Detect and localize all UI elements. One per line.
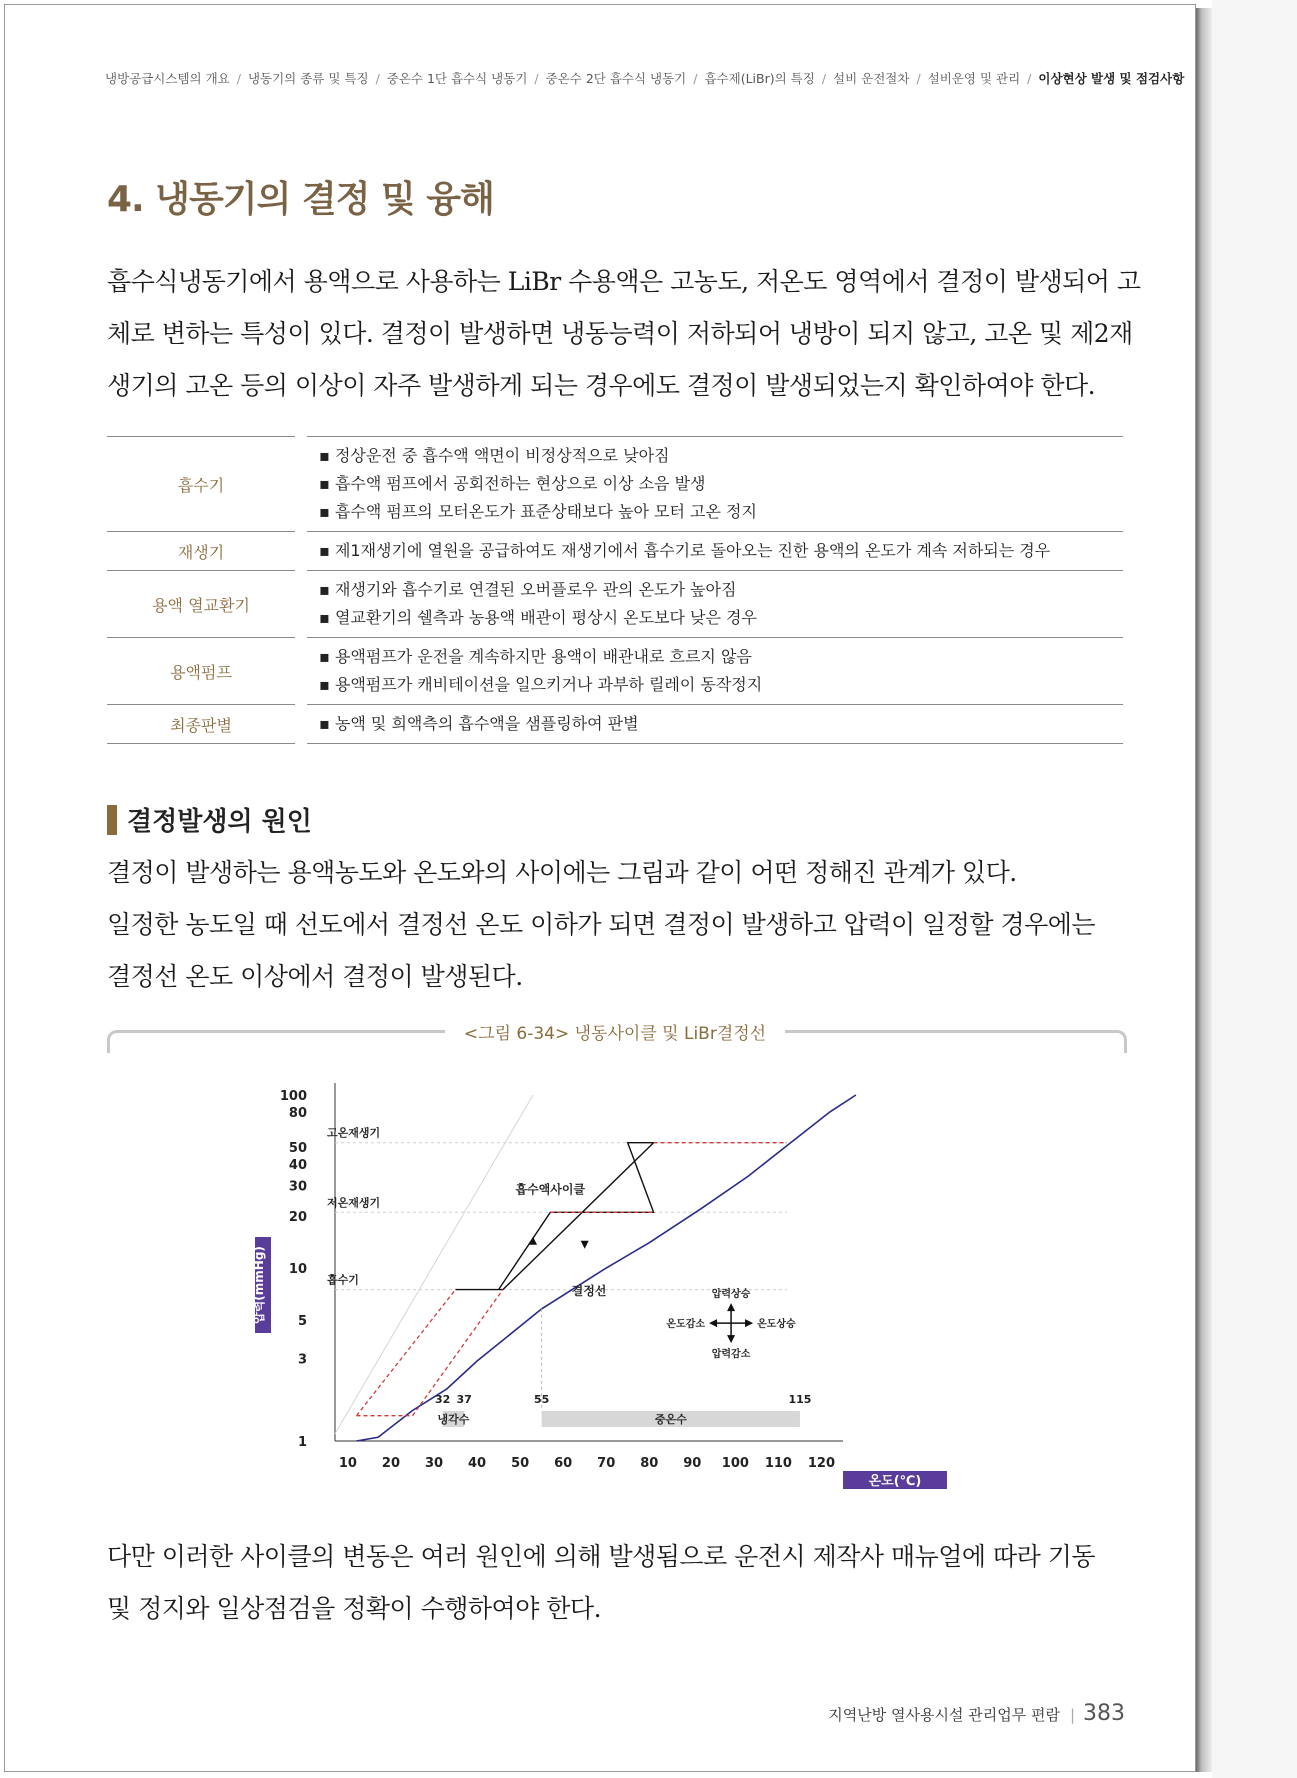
cross-label-up: 압력상승	[711, 1289, 751, 1301]
breadcrumb-item[interactable]: 설비운영 및 관리	[927, 71, 1021, 86]
x-tick-label: 90	[683, 1456, 702, 1471]
list-item: ▪ 흡수액 펌프의 모터온도가 표준상태보다 높아 모터 고온 정지	[319, 502, 757, 521]
breadcrumb-item[interactable]: 설비 운전절차	[833, 71, 910, 86]
x-tick-label: 60	[554, 1456, 573, 1471]
y-tick-label: 100	[279, 1089, 307, 1104]
row-items	[307, 638, 1123, 705]
chart	[243, 1075, 963, 1495]
breadcrumb-separator: /	[534, 71, 539, 86]
heading-bar	[107, 805, 117, 835]
range-label: 냉각수	[437, 1413, 470, 1426]
x-tick-label: 50	[511, 1456, 530, 1471]
y-tick-label: 5	[297, 1314, 307, 1330]
breadcrumb-separator: /	[821, 71, 827, 86]
row-items	[307, 705, 1123, 744]
x-axis-label: 온도(℃)	[868, 1474, 922, 1489]
x-tick-label: 40	[468, 1456, 487, 1471]
breadcrumb-separator: /	[693, 71, 698, 86]
breadcrumb-item[interactable]: 흡수제(LiBr)의 특징	[704, 71, 815, 86]
y-tick-label: 3	[297, 1352, 307, 1368]
cross-label-left: 온도감소	[666, 1319, 706, 1331]
list-item: ▪ 제1재생기에 열원을 공급하여도 재생기에서 흡수기로 돌아오는 진한 용액의 온도가 계속 저하되는 경우	[319, 541, 1051, 560]
x-tick-label: 10	[338, 1456, 357, 1471]
x-tick-label: 70	[597, 1456, 616, 1471]
page-edge-shadow	[1196, 8, 1212, 1772]
range-tick-label: 32	[434, 1393, 451, 1406]
list-item: ▪ 재생기와 흡수기로 연결된 오버플로우 관의 온도가 높아짐	[319, 580, 737, 599]
breadcrumb-item[interactable]: 냉동기의 종류 및 특징	[247, 71, 369, 86]
x-tick-label: 80	[640, 1456, 659, 1471]
row-label: 용액 열교환기	[107, 571, 295, 638]
viewer-background	[1212, 0, 1297, 1778]
inspection-table	[107, 436, 1123, 744]
closing-line: 다만 이러한 사이클의 변동은 여러 원인에 의해 발생됨으로 운전시 제작사 매뉴얼에 따라 기동	[107, 1542, 1096, 1571]
y-axis-label: 압력(mmHg)	[252, 1246, 266, 1324]
row-label: 용액펌프	[107, 638, 295, 705]
cycle-arrow	[581, 1241, 589, 1249]
page-number: 383	[1083, 1701, 1125, 1726]
list-item: ▪ 용액펌프가 운전을 계속하지만 용액이 배관내로 흐르지 않음	[319, 647, 752, 666]
x-tick-label: 120	[807, 1456, 836, 1471]
cross-arrow-left	[709, 1319, 717, 1327]
y-tick-label: 40	[288, 1157, 307, 1173]
closing-paragraph	[107, 1531, 1125, 1635]
level-label: 저온재생기	[327, 1196, 381, 1210]
level-label: 흡수기	[327, 1273, 359, 1287]
list-item: ▪ 정상운전 중 흡수액 액면이 비정상적으로 낮아짐	[319, 446, 670, 465]
list-item: ▪ 흡수액 펌프에서 공회전하는 현상으로 이상 소음 발생	[319, 474, 706, 493]
row-items	[307, 436, 1123, 532]
breadcrumb-separator: /	[236, 71, 241, 86]
intro-line: 체로 변하는 특성이 있다. 결정이 발생하면 냉동능력이 저하되어 냉방이 되지 않고, 고온 및 제2재	[107, 319, 1133, 348]
y-tick-label: 10	[288, 1262, 307, 1277]
breadcrumb-item[interactable]: 중온수 1단 흡수식 냉동기	[386, 71, 528, 86]
row-label: 최종판별	[107, 705, 295, 744]
breadcrumb	[105, 69, 1185, 87]
table-row	[107, 638, 1123, 705]
breadcrumb-item[interactable]: 중온수 2단 흡수식 냉동기	[545, 71, 687, 86]
chart-annotation: 결정선	[571, 1283, 607, 1298]
table-row	[107, 436, 1123, 532]
document-page	[4, 4, 1196, 1772]
figure-caption: <그림 6-34> 냉동사이클 및 LiBr결정선	[445, 1019, 785, 1044]
range-tick-label: 37	[456, 1393, 472, 1406]
series-line	[456, 1143, 654, 1290]
section-line: 결정이 발생하는 용액농도와 온도와의 사이에는 그림과 같이 어떤 정해진 관계가 있다.	[107, 858, 1017, 887]
breadcrumb-separator: /	[375, 71, 380, 86]
page-title: 4. 냉동기의 결정 및 융해	[107, 179, 494, 220]
table-row	[107, 532, 1123, 571]
row-items	[307, 571, 1123, 638]
y-tick-label: 1	[297, 1435, 307, 1450]
series-line	[335, 1095, 533, 1434]
series-line	[357, 1290, 503, 1416]
cross-label-right: 온도상승	[757, 1319, 796, 1331]
table-row	[107, 705, 1123, 744]
x-tick-label: 100	[721, 1456, 749, 1471]
cross-arrow-up	[727, 1303, 735, 1311]
section-line: 일정한 농도일 때 선도에서 결정선 온도 이하가 되면 결정이 발생하고 압력이 일정할 경우에는	[107, 910, 1096, 939]
breadcrumb-item[interactable]: 냉방공급시스템의 개요	[105, 71, 230, 86]
cross-arrow-right	[745, 1319, 753, 1327]
breadcrumb-separator: /	[916, 71, 921, 86]
list-item: ▪ 용액펌프가 캐비테이션을 일으키거나 과부하 릴레이 동작정지	[319, 675, 763, 694]
page-footer	[705, 1701, 1125, 1726]
footer-separator: |	[1069, 1706, 1075, 1724]
footer-title: 지역난방 열사용시설 관리업무 편람	[828, 1706, 1060, 1724]
row-items	[307, 532, 1123, 571]
y-tick-label: 50	[288, 1141, 307, 1157]
chart-annotation: 흡수액사이클	[515, 1182, 586, 1197]
cross-arrow-down	[727, 1335, 735, 1343]
section-line: 결정선 온도 이상에서 결정이 발생된다.	[107, 962, 523, 991]
list-item: ▪ 농액 및 희액측의 흡수액을 샘플링하여 판별	[319, 714, 639, 733]
x-tick-label: 20	[381, 1456, 401, 1471]
y-tick-label: 20	[288, 1209, 307, 1225]
intro-line: 생기의 고온 등의 이상이 자주 발생하게 되는 경우에도 결정이 발생되었는지 확인하여야 한다.	[107, 371, 1096, 400]
list-item: ▪ 열교환기의 쉘측과 농용액 배관이 평상시 온도보다 낮은 경우	[319, 608, 757, 627]
intro-paragraph	[107, 256, 1141, 412]
closing-line: 및 정지와 일상점검을 정확이 수행하여야 한다.	[107, 1594, 602, 1623]
cross-label-down: 압력감소	[711, 1349, 751, 1361]
x-tick-label: 110	[764, 1456, 792, 1471]
breadcrumb-item[interactable]: 이상현상 발생 및 점검사항	[1038, 71, 1185, 86]
y-tick-label: 30	[288, 1179, 307, 1195]
intro-line: 흡수식냉동기에서 용액으로 사용하는 LiBr 수용액은 고농도, 저온도 영역에서 결정이 발생되어 고	[107, 267, 1141, 296]
range-tick-label: 115	[788, 1393, 812, 1406]
range-tick-label: 55	[533, 1393, 550, 1406]
cycle-arrow	[529, 1237, 537, 1245]
row-label: 재생기	[107, 532, 295, 571]
x-tick-label: 30	[424, 1456, 444, 1471]
section-heading: 결정발생의 원인	[107, 801, 312, 838]
section-paragraph	[107, 847, 1125, 1003]
table-row	[107, 571, 1123, 638]
row-label: 흡수기	[107, 436, 295, 532]
breadcrumb-separator: /	[1027, 71, 1032, 86]
y-tick-label: 80	[288, 1105, 307, 1121]
range-label: 중온수	[654, 1413, 687, 1426]
level-label: 고온재생기	[327, 1126, 381, 1140]
